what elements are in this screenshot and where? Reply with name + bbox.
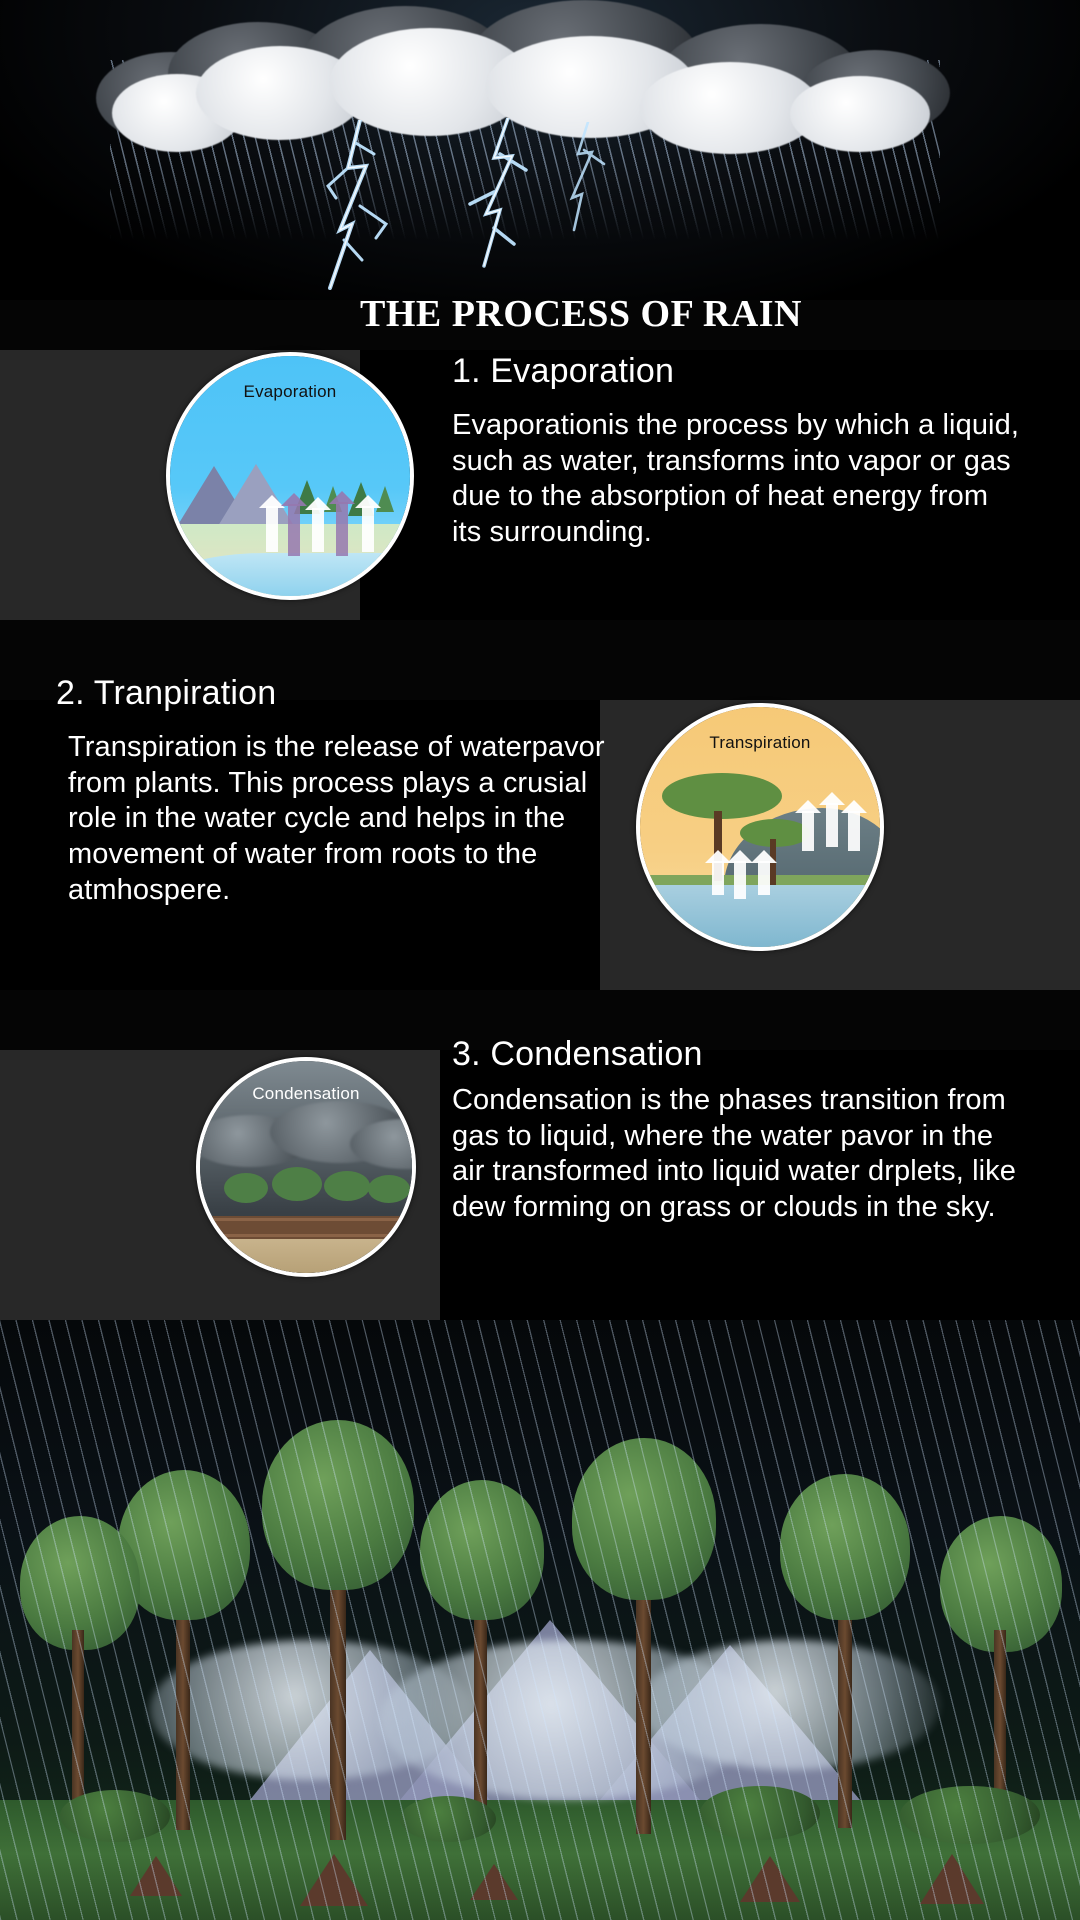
tree-canopy [324,1171,370,1201]
evaporation-water [170,553,410,596]
vapor-arrow-icon [712,861,724,895]
bridge-rail [200,1234,412,1237]
section-heading-evaporation: 1. Evaporation [452,352,675,390]
evaporation-caption: Evaporation [243,382,337,402]
transpiration-caption: Transpiration [709,733,811,753]
condensation-illustration [196,1057,416,1277]
bush-shape [400,1796,496,1842]
tree-canopy [224,1173,268,1203]
bush-shape [60,1790,170,1842]
vapor-arrow-icon [288,504,300,556]
evaporation-illustration [166,352,414,600]
bridge-shape [200,1216,412,1239]
section-heading-condensation: 3. Condensation [452,1035,703,1073]
vapor-arrow-icon [802,811,814,851]
storm-scene [0,0,1080,300]
lightning-bolt-icon [548,122,638,232]
rock-shape [920,1854,984,1904]
condensation-ground [200,1237,412,1273]
page-title: THE PROCESS OF RAIN [360,293,802,335]
vapor-arrow-icon [336,502,348,556]
lightning-bolt-icon [300,120,430,290]
section-body-transpiration: Transpiration is the release of waterpavor from plants. This process plays a crusial role in the water cycle and helps in the movement of water from roots to the atmhospere. [68,731,605,906]
tree-canopy [420,1480,544,1620]
vapor-arrow-icon [848,811,860,851]
vapor-arrow-icon [362,506,374,552]
rock-shape [470,1864,518,1900]
bridge-rail [200,1218,412,1221]
tree-canopy [780,1474,910,1620]
bush-shape [900,1786,1040,1844]
forest-scene [0,1320,1080,1920]
tree-canopy [572,1438,716,1600]
tree-canopy [262,1420,414,1590]
section-body-evaporation: Evaporationis the process by which a liquid, such as water, transforms into vapor or gas due to the absorption of heat energy from its surrounding. [452,409,1019,548]
section-heading-transpiration: 2. Tranpiration [56,674,277,712]
storm-cloud-light [790,76,930,152]
tree-trunk [72,1630,84,1820]
acacia-canopy [662,773,782,819]
rock-shape [740,1856,800,1902]
vapor-arrow-icon [826,803,838,847]
section-body-condensation: Condensation is the phases transition from gas to liquid, where the water pavor in the air transformed into liquid water drplets, like dew forming on grass or clouds in the sky. [452,1084,1016,1223]
vapor-arrow-icon [758,861,770,895]
transpiration-illustration [636,703,884,951]
vapor-arrow-icon [734,861,746,899]
rock-shape [130,1856,182,1896]
mist-cloud [640,1640,940,1770]
rock-shape [300,1854,368,1906]
vapor-arrow-icon [312,508,324,552]
bush-shape [700,1786,820,1840]
tree-canopy [368,1175,410,1203]
vapor-arrow-icon [266,506,278,552]
tree-canopy [272,1167,322,1201]
condensation-caption: Condensation [252,1084,360,1104]
